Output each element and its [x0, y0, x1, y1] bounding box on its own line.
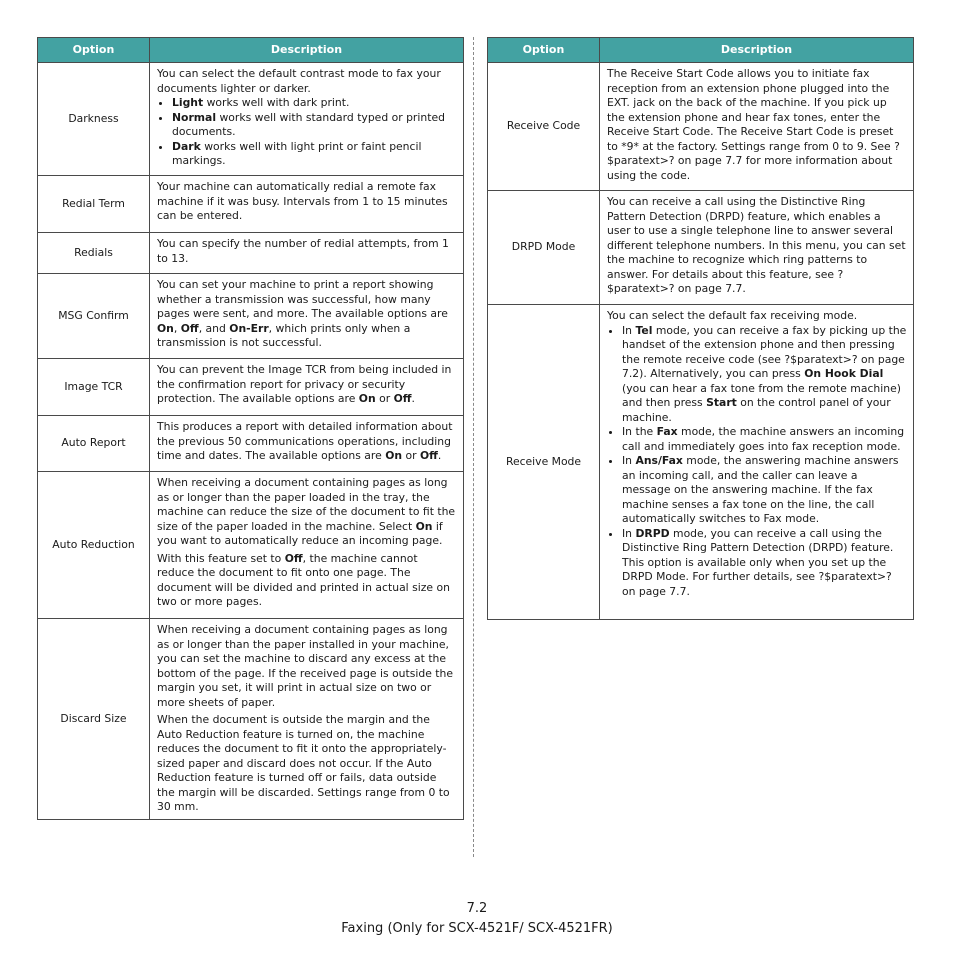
option-drpd-mode: DRPD Mode: [488, 191, 600, 305]
darkness-options-list: [157, 96, 457, 169]
table-row: [38, 416, 464, 472]
option-redial-term: Redial Term: [38, 176, 150, 233]
description-auto-reduction: When receiving a document containing pages as long as or longer than the paper loaded in the tray, the machine can reduce the size of the document to fit the size of the paper loaded in the machine. Select On if you want to automatically reduce an incoming page. With this feature set to Off, the machine cannot reduce the document to fit onto one page. The document will be divided and printed in actual size on two or more pages.: [150, 472, 464, 619]
table-row: [38, 359, 464, 416]
option-auto-reduction: Auto Reduction: [38, 472, 150, 619]
list-item: • Light works well with dark print.: [172, 96, 457, 111]
description-receive-mode: You can select the default fax receiving mode. • In Tel mode, you can receive a fax by picking up the handset of the extension phone and then pressing the remote receive code (see ?$paratext>? on page 7.2). Alternatively, you can press On Hook Dial (you can hear a fax tone from the remote machine) and then press Start on the control panel of your machine. • In the Fax mode, the machine answers an incoming call and immediately goes into fax reception mode. • In Ans/Fax mode, the answering machine answers an incoming call, and the caller can leave a message on the answering machine. If the fax machine senses a fax tone on the line, the call automatically switches to Fax mode. • In DRPD mode, you can receive a call using the Distinctive Ring Pattern Detection (DRPD) feature. This option is available only when you set up the DRPD Mode. For further details, see ?$paratext>? on page 7.7.: [600, 305, 914, 620]
header-description: Description: [600, 38, 914, 63]
option-discard-size: Discard Size: [38, 619, 150, 820]
table-row: [488, 63, 914, 191]
description-redials: You can specify the number of redial attempts, from 1 to 13.: [150, 233, 464, 274]
options-table-left: [37, 37, 464, 820]
option-receive-code: Receive Code: [488, 63, 600, 191]
option-image-tcr: Image TCR: [38, 359, 150, 416]
table-row: [488, 305, 914, 620]
column-divider: [473, 37, 474, 857]
description-receive-code: The Receive Start Code allows you to initiate fax reception from an extension phone plugged into the EXT. jack on the back of the machine. If you pick up the extension phone and hear fax tones, enter the Receive Start Code. The Receive Start Code is preset to *9* at the factory. Settings range from 0 to 9. See ?$paratext>? on page 7.7 for more information about using the code.: [600, 63, 914, 191]
table-row: [38, 274, 464, 359]
description-redial-term: Your machine can automatically redial a remote fax machine if it was busy. Intervals from 1 to 15 minutes can be entered.: [150, 176, 464, 233]
list-item: • In DRPD mode, you can receive a call using the Distinctive Ring Pattern Detection (DRPD) feature. This option is available only when you set up the DRPD Mode. For further details, see ?$paratext>? on page 7.7.: [622, 527, 907, 600]
option-darkness: Darkness: [38, 63, 150, 176]
table-row: [38, 233, 464, 274]
list-item: • In Ans/Fax mode, the answering machine answers an incoming call, and the caller can leave a message on the answering machine. If the fax machine senses a fax tone on the line, the call automatically switches to Fax mode.: [622, 454, 907, 527]
list-item: • In Tel mode, you can receive a fax by picking up the handset of the extension phone and then pressing the remote receive code (see ?$paratext>? on page 7.2). Alternatively, you can press On Hook Dial (you can hear a fax tone from the remote machine) and then press Start on the control panel of your machine.: [622, 324, 907, 426]
table-row: [38, 472, 464, 619]
page-number: 7.2: [466, 901, 488, 916]
options-table-right: [487, 37, 914, 620]
list-item: • In the Fax mode, the machine answers an incoming call and immediately goes into fax reception mode.: [622, 425, 907, 454]
table-row: [488, 191, 914, 305]
description-drpd-mode: You can receive a call using the Distinctive Ring Pattern Detection (DRPD) feature, which enables a user to use a single telephone line to answer several different telephone numbers. In this menu, you can set the machine to recognize which ring patterns to answer. For details about this feature, see ?$paratext>? on page 7.7.: [600, 191, 914, 305]
option-auto-report: Auto Report: [38, 416, 150, 472]
description-image-tcr: You can prevent the Image TCR from being included in the confirmation report for privacy or security protection. The available options are On or Off.: [150, 359, 464, 416]
list-item: • Dark works well with light print or faint pencil markings.: [172, 140, 457, 169]
header-option: Option: [38, 38, 150, 63]
receive-mode-list: [607, 324, 907, 600]
header-option: Option: [488, 38, 600, 63]
description-discard-size: When receiving a document containing pages as long as or longer than the paper installed in your machine, you can set the machine to discard any excess at the bottom of the page. If the received page is outside the margin you set, it will print in actual size on two or more sheets of paper. When the document is outside the margin and the Auto Reduction feature is turned on, the machine reduces the document to fit it onto the appropriately-sized paper and discard does not occur. If the Auto Reduction feature is turned off or fails, data outside the margin will be discarded. Settings range from 0 to 30 mm.: [150, 619, 464, 820]
table-row: [38, 619, 464, 820]
option-msg-confirm: MSG Confirm: [38, 274, 150, 359]
header-description: Description: [150, 38, 464, 63]
option-receive-mode: Receive Mode: [488, 305, 600, 620]
table-row: [38, 63, 464, 176]
description-msg-confirm: You can set your machine to print a report showing whether a transmission was successful, how many pages were sent, and more. The available options are On, Off, and On-Err, which prints only when a transmission is not successful.: [150, 274, 464, 359]
list-item: • Normal works well with standard typed or printed documents.: [172, 111, 457, 140]
option-redials: Redials: [38, 233, 150, 274]
description-darkness: You can select the default contrast mode to fax your documents lighter or darker. • Light works well with dark print. • Normal works well with standard typed or printed documents. • Dark works well with light print or faint pencil markings.: [150, 63, 464, 176]
description-auto-report: This produces a report with detailed information about the previous 50 communications operations, including time and dates. The available options are On or Off.: [150, 416, 464, 472]
table-row: [38, 176, 464, 233]
footer-title: Faxing (Only for SCX-4521F/ SCX-4521FR): [341, 921, 613, 936]
